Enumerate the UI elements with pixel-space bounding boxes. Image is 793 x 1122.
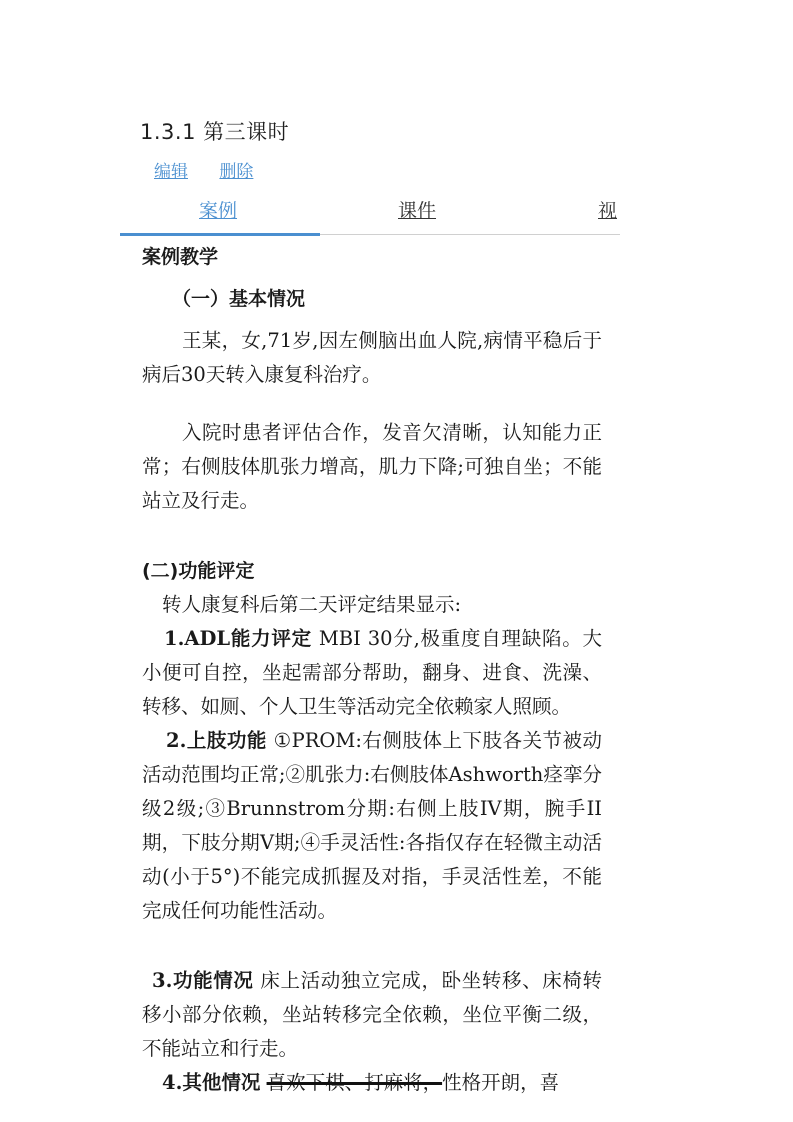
- tab-bar: [120, 192, 620, 235]
- delete-link[interactable]: 删除: [219, 162, 254, 182]
- item-upper-limb-text: ①PROM:右侧肢体上下肢各关节被动活动范围均正常;②肌张力:右侧肢体Ashworth痉挛分级2级;③Brunnstrom分期:右侧上肢IV期，腕手II期，下肢分期V期;④手灵活性:各指仅存在轻微主动活动(小于5°)不能完成抓握及对指，手灵活性差，不能完成任何功能性活动。: [142, 729, 603, 922]
- item-other: [142, 1066, 602, 1100]
- item-other-lead: 4.其他情况: [162, 1071, 261, 1094]
- page-title: 1.3.1 第三课时: [140, 120, 290, 144]
- tab-courseware[interactable]: 课件: [398, 200, 437, 222]
- tab-case[interactable]: 案例: [199, 200, 238, 222]
- item-other-text: 性格开朗，喜: [442, 1071, 560, 1094]
- action-links: [154, 157, 279, 182]
- active-tab-indicator: [120, 233, 320, 236]
- edit-link[interactable]: 编辑: [154, 162, 188, 182]
- item-adl: [142, 622, 602, 724]
- item-other-struck-text: 喜欢下棋、打麻将，: [266, 1071, 443, 1094]
- item-function: [142, 964, 602, 1066]
- item-function-lead: 3.功能情况: [152, 969, 254, 992]
- tab-video[interactable]: 视: [598, 200, 618, 222]
- item-function-text: 床上活动独立完成，卧坐转移、床椅转移小部分依赖，坐站转移完全依赖，坐位平衡二级，不能站立和行走。: [142, 969, 603, 1060]
- item-adl-lead: 1.ADL能力评定: [164, 627, 312, 650]
- item-upper-limb-lead: 2.上肢功能: [166, 729, 267, 752]
- section2-intro: 转人康复科后第二天评定结果显示:: [162, 593, 462, 616]
- case-heading: 案例教学: [142, 246, 219, 268]
- section2-title: (二)功能评定: [142, 560, 255, 582]
- item-upper-limb: [142, 724, 602, 928]
- section1-paragraph-2: 入院时患者评估合作，发音欠清晰，认知能力正常；右侧肢体肌张力增高，肌力下降;可独自坐；不能站立及行走。: [142, 421, 602, 512]
- item-adl-text: MBI 30分,极重度自理缺陷。大小便可自控，坐起需部分帮助，翻身、进食、洗澡、转移、如厕、个人卫生等活动完全依赖家人照顾。: [142, 627, 603, 718]
- case-content: [142, 238, 602, 1100]
- section1-paragraph-1: 王某，女,71岁,因左侧脑出血人院,病情平稳后于病后30天转入康复科治疗。: [142, 329, 602, 386]
- section1-title: （一）基本情况: [172, 288, 306, 310]
